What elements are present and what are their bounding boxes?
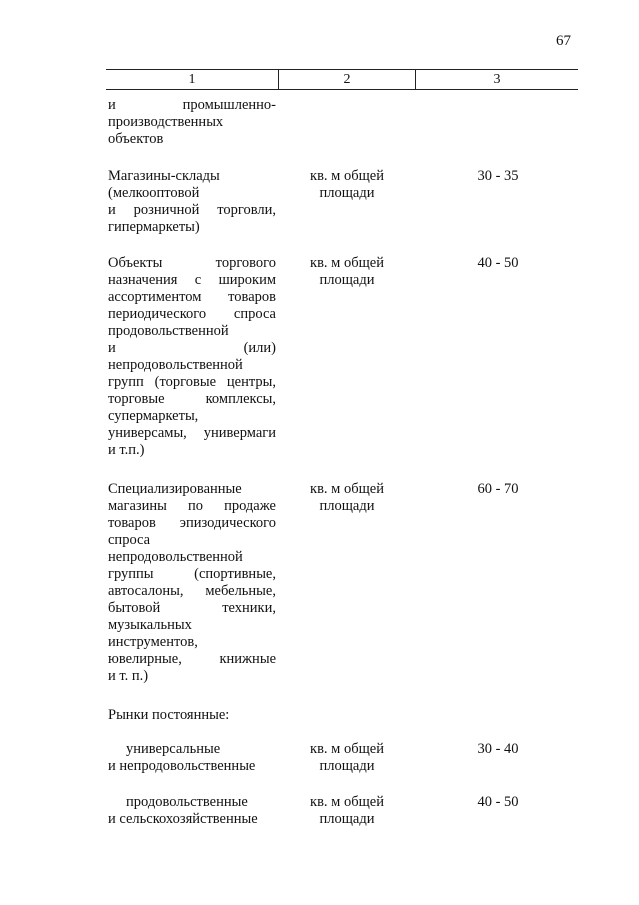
row3-line: Специализированные [108, 481, 242, 497]
row2-line: супермаркеты, [108, 408, 199, 424]
header-col-1: 1 [106, 70, 279, 89]
row1-line: (мелкооптовой [108, 185, 200, 201]
row4-line: универсальные [126, 741, 221, 757]
row0-line: объектов [108, 131, 164, 147]
unit-line: кв. м общей [310, 741, 384, 757]
row2-line: групп (торговые центры, [108, 374, 276, 390]
row1-value: 30 - 35 [477, 168, 519, 184]
row2-unit [296, 255, 398, 289]
table-header [106, 69, 578, 90]
row3-line: спроса [108, 532, 151, 548]
row2-line: Объекты торгового [108, 255, 276, 271]
row1-line: гипермаркеты) [108, 219, 200, 235]
row3-unit [296, 481, 398, 515]
row0-line: производственных [108, 114, 224, 130]
row1-line: Магазины-склады [108, 168, 220, 184]
row3-line: магазины по продаже [108, 498, 276, 514]
unit-line: кв. м общей [310, 168, 384, 184]
row4-name [108, 741, 308, 775]
row4-value: 30 - 40 [477, 741, 519, 757]
header-col-2: 2 [279, 70, 416, 89]
row5-name [108, 794, 308, 828]
row3-line: автосалоны, мебельные, [108, 583, 276, 599]
row5-line: продовольственные [126, 794, 248, 810]
row3-value: 60 - 70 [477, 481, 519, 497]
row4-line: и непродовольственные [108, 758, 256, 774]
header-col-3: 3 [493, 72, 501, 87]
unit-line: площади [319, 498, 375, 514]
row2-line: универсамы, универмаги [108, 425, 276, 441]
row0-line: и промышленно- [108, 97, 276, 113]
markets-heading: Рынки постоянные: [108, 707, 230, 723]
row2-line: и (или) [108, 340, 276, 356]
unit-line: площади [319, 758, 375, 774]
row2-line: торговые комплексы, [108, 391, 276, 407]
row2-line: продовольственной [108, 323, 229, 339]
row3-line: товаров эпизодического [108, 515, 276, 531]
row2-line: периодического спроса [108, 306, 276, 322]
row1-line: и розничной торговли, [108, 202, 276, 218]
row3-line: ювелирные, книжные [108, 651, 276, 667]
unit-line: кв. м общей [310, 794, 384, 810]
row4-unit [296, 741, 398, 775]
row3-line: инструментов, [108, 634, 198, 650]
page-number: 67 [556, 33, 571, 49]
row1-unit [296, 168, 398, 202]
row5-unit [296, 794, 398, 828]
row3-name [108, 481, 276, 685]
row2-line: непродовольственной [108, 357, 243, 373]
row3-line: бытовой техники, [108, 600, 276, 616]
row2-value: 40 - 50 [477, 255, 519, 271]
row5-value: 40 - 50 [477, 794, 519, 810]
unit-line: площади [319, 185, 375, 201]
row3-line: группы (спортивные, [108, 566, 276, 582]
row5-line: и сельскохозяйственные [108, 811, 258, 827]
row3-line: музыкальных [108, 617, 192, 633]
row1-name [108, 168, 276, 236]
row3-line: и т. п.) [108, 668, 149, 684]
row2-line: назначения с широким [108, 272, 276, 288]
row0-name [108, 97, 276, 148]
unit-line: площади [319, 272, 375, 288]
unit-line: кв. м общей [310, 481, 384, 497]
unit-line: площади [319, 811, 375, 827]
row3-line: непродовольственной [108, 549, 243, 565]
row2-line: и т.п.) [108, 442, 145, 458]
row2-name [108, 255, 276, 459]
unit-line: кв. м общей [310, 255, 384, 271]
row2-line: ассортиментом товаров [108, 289, 276, 305]
